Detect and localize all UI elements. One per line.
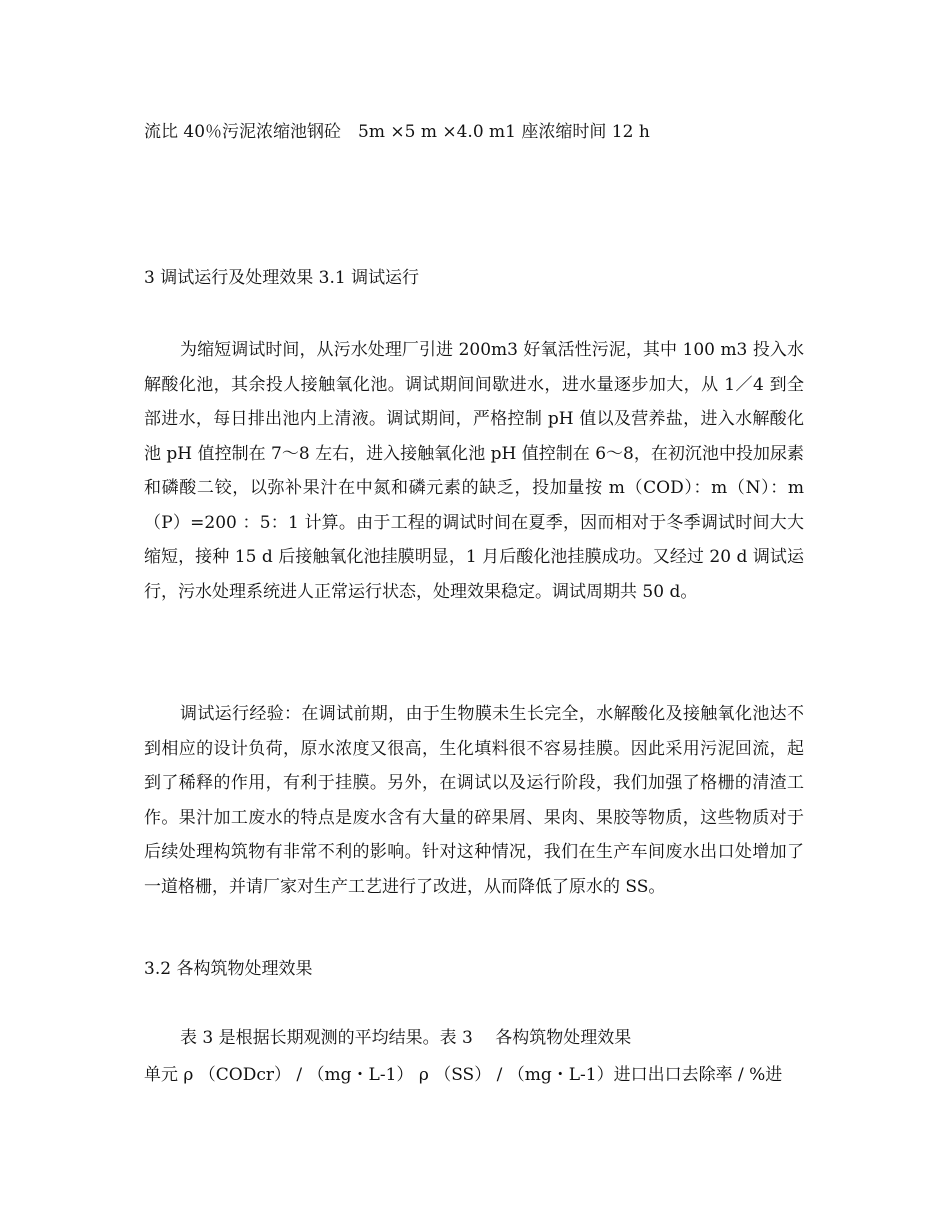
section-3-2-heading: 3.2 各构筑物处理效果: [144, 959, 313, 979]
table-intro-line: 表 3 是根据长期观测的平均结果。表 3 各构筑物处理效果: [180, 1028, 632, 1048]
commissioning-paragraph: 为缩短调试时间，从污水处理厂引进 200m3 好氧活性污泥，其中 100 m3 投入水解酸化池，其余投人接触氧化池。调试期间间歇进水，进水量逐步加大，从 1／4 到全部进水，每日排出池内上清液。调试期间，严格控制 pH 值以及营养盐，进入水解酸化池 pH 值控制在 7～8 左右，进入接触氧化池 pH 值控制在 6～8，在初沉池中投加尿素和磷酸二铰，以弥补果汁在中氮和磷元素的缺乏，投加量按 m（COD）：m（N）：m（P）=200 ：5：1 计算。由于工程的调试时间在夏季，因而相对于冬季调试时间大大缩短，接种 15 d 后接触氧化池挂膜明显，1 月后酸化池挂膜成功。又经过 20 d 调试运行，污水处理系统进人正常运行状态，处理效果稳定。调试周期共 50 d。: [144, 340, 804, 602]
experience-paragraph: 调试运行经验：在调试前期，由于生物膜未生长完全，水解酸化及接触氧化池达不到相应的设计负荷，原水浓度又很高，生化填料很不容易挂膜。因此采用污泥回流，起到了稀释的作用，有利于挂膜。另外，在调试以及运行阶段，我们加强了格栅的清渣工作。果汁加工废水的特点是废水含有大量的碎果屑、果肉、果胶等物质，这些物质对于后续处理构筑物有非常不利的影响。针对这种情况，我们在生产车间废水出口处增加了一道格栅，并请厂家对生产工艺进行了改进，从而降低了原水的 SS。: [144, 704, 804, 897]
tank-spec-line: 流比 40％污泥浓缩池钢砼 5m ×5 m ×4.0 m1 座浓缩时间 12 h: [144, 122, 650, 142]
section-3-heading: 3 调试运行及处理效果 3.1 调试运行: [144, 268, 420, 288]
table-header-line: 单元 ρ （CODcr） / （mg・L-1） ρ （SS） / （mg・L-1）进口出口去除率 / %进: [144, 1065, 783, 1085]
